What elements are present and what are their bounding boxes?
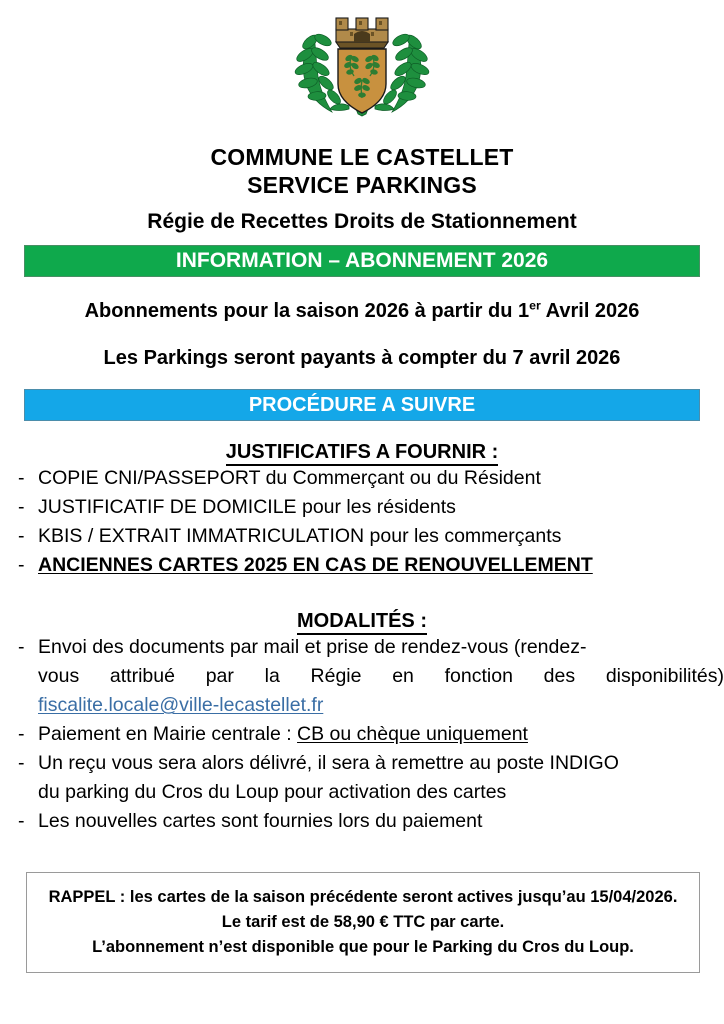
section-title-modalites (0, 610, 724, 633)
page-title-service: SERVICE PARKINGS (247, 172, 477, 198)
reminder-box (26, 872, 700, 973)
list-item-label-continued: du parking du Cros du Loup pour activation des cartes (38, 781, 507, 803)
reminder-line-1: RAPPEL : les cartes de la saison précédente seront actives jusqu’au 15/04/2026. (48, 888, 678, 906)
intro-text-pre: Abonnements pour la saison 2026 à partir du 1 (84, 300, 530, 322)
list-bullet-dash: - (18, 723, 25, 745)
list-item (0, 551, 724, 580)
list-item-label-emphasized: ANCIENNES CARTES 2025 EN CAS DE RENOUVELLEMENT (38, 554, 593, 576)
intro-line-payants: Les Parkings seront payants à compter du 7 avril 2026 (103, 347, 621, 369)
page-subtitle-regie: Régie de Recettes Droits de Stationnement (147, 210, 577, 233)
list-item (0, 633, 724, 720)
list-bullet-dash: - (18, 554, 25, 576)
intro-ordinal-suffix: er (529, 298, 541, 313)
list-item (0, 807, 724, 836)
document-heading (0, 144, 724, 237)
reminder-line-3: L’abonnement n’est disponible que pour le Parking du Cros du Loup. (92, 938, 634, 956)
list-item-label: KBIS / EXTRAIT IMMATRICULATION pour les commerçants (38, 525, 562, 547)
list-bullet-dash: - (18, 752, 25, 774)
list-item-label: Paiement en Mairie centrale : (38, 723, 298, 745)
list-item (0, 749, 724, 807)
list-bullet-dash: - (18, 636, 25, 658)
banner-procedure-a-suivre: PROCÉDURE A SUIVRE (24, 389, 700, 421)
list-item-label: Un reçu vous sera alors délivré, il sera à remettre au poste INDIGO (38, 752, 619, 774)
email-link[interactable]: fiscalite.locale@ville-lecastellet.fr (38, 694, 324, 716)
intro-line-abonnements (0, 298, 724, 324)
coat-of-arms-icon (286, 14, 438, 122)
list-item (0, 493, 724, 522)
modalites-list (0, 633, 724, 836)
banner-information-abonnement: INFORMATION – ABONNEMENT 2026 (24, 245, 700, 277)
list-item (0, 522, 724, 551)
justificatifs-list (0, 464, 724, 580)
section-title-justificatifs-text: JUSTIFICATIFS A FOURNIR : (226, 441, 499, 466)
list-item-label-continued: vous attribué par la Régie en fonction des disponibilités) (38, 665, 724, 687)
list-bullet-dash: - (18, 810, 25, 832)
list-item-label: JUSTIFICATIF DE DOMICILE pour les résidents (38, 496, 456, 518)
reminder-line-2: Le tarif est de 58,90 € TTC par carte. (221, 913, 505, 931)
list-item-label: COPIE CNI/PASSEPORT du Commerçant ou du Résident (38, 467, 541, 489)
intro-text-post: Avril 2026 (540, 300, 640, 322)
list-item (0, 720, 724, 749)
list-item-label-underlined: CB ou chèque uniquement (297, 723, 528, 745)
list-item-label: Envoi des documents par mail et prise de rendez-vous (rendez- (38, 636, 587, 658)
list-bullet-dash: - (18, 496, 25, 518)
list-item (0, 464, 724, 493)
list-bullet-dash: - (18, 467, 25, 489)
email-line (38, 691, 724, 720)
crest-container (0, 0, 724, 118)
list-item-label: Les nouvelles cartes sont fournies lors du paiement (38, 810, 483, 832)
list-bullet-dash: - (18, 525, 25, 547)
section-title-modalites-text: MODALITÉS : (297, 610, 427, 635)
section-title-justificatifs (0, 441, 724, 464)
page-title-commune: COMMUNE LE CASTELLET (210, 144, 514, 170)
